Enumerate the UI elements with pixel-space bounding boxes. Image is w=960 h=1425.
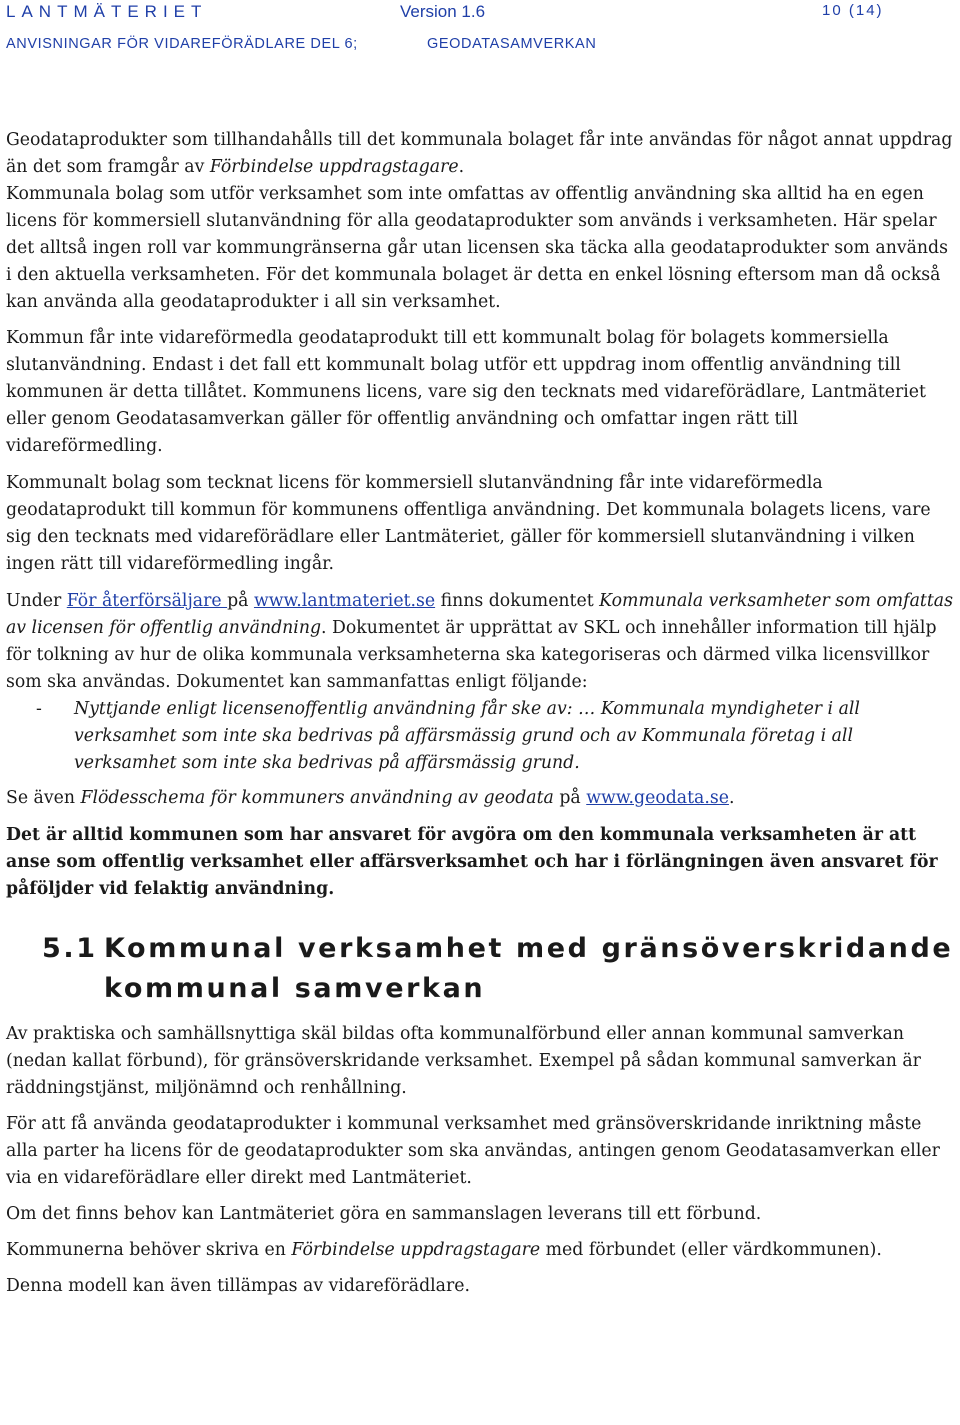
paragraph-end: . (728, 788, 735, 808)
paragraph-text: med förbundet (eller värdkommunen). (540, 1240, 882, 1260)
paragraph-text: Se även (6, 788, 81, 808)
paragraph-merged-delivery: Om det finns behov kan Lantmäteriet göra en sammanslagen leverans till ett förbund. (6, 1204, 762, 1224)
document-reference: Förbindelse uppdragstagare (209, 157, 459, 177)
document-topic: GEODATASAMVERKAN (427, 36, 597, 52)
paragraph-bolag-usage (6, 127, 956, 181)
paragraph-forbindelse (6, 1237, 956, 1264)
page-number: 10 (14) (822, 2, 884, 19)
paragraph-text: . Dokumentet är upprättat av SKL och innehåller information till hjälp för tolkning av hur de olika kommunala verksamheterna ska kategoriseras och därmed vilka licensvillkor som ska användas. Dokumentet kan sammanfattas enligt följande: (6, 618, 937, 692)
bullet-dash: - (36, 699, 42, 719)
document-subtitle: ANVISNINGAR FÖR VIDAREFÖRÄDLARE DEL 6; (6, 36, 358, 52)
paragraph-license-requirement: För att få använda geodataprodukter i kommunal verksamhet med gränsöverskridande inriktning måste alla parter ha licens för de geodataprodukter som ska användas, antingen genom Geodatasamverkan eller via en vidareförädlare eller direkt med Lantmäteriet. (6, 1114, 940, 1188)
document-body (6, 127, 956, 1309)
section-heading (6, 929, 956, 1009)
link-for-aterforsaljare[interactable]: För återförsäljare (66, 591, 228, 611)
document-reference: Flödesschema för kommuners användning av geodata (80, 788, 554, 808)
paragraph-text: på (227, 591, 254, 611)
link-geodata[interactable]: www.geodata.se (586, 788, 729, 808)
paragraph-text: Under (6, 591, 67, 611)
paragraph-kommun-forwarding: Kommun får inte vidareförmedla geodataprodukt till ett kommunalt bolag för bolagets kommersiella slutanvändning. Endast i det fall ett kommunalt bolag utför ett uppdrag inom offentlig användning till kommunen är detta tillåtet. Kommunens licens, vare sig den tecknats med vidareförädlare, Lantmäteriet eller genom Geodatasamverkan gäller för offentlig användning och omfattar ingen rätt till vidareförmedling. (6, 328, 926, 456)
document-reference: Förbindelse uppdragstagare (291, 1240, 541, 1260)
paragraph-model: Denna modell kan även tillämpas av vidareförädlare. (6, 1276, 470, 1296)
bullet-text: Nyttjande enligt licensenoffentlig användning får ske av: … Kommunala myndigheter i all verksamhet som inte ska bedrivas på affärsmässig grund och av Kommunala företag i all verksamhet som inte ska bedrivas på affärsmässig grund. (74, 699, 860, 773)
section-number: 5.1 (42, 933, 98, 964)
document-reference: Kommunala verksamheter som omfattas av licensen för offentlig användning (6, 591, 953, 638)
org-name: LANTMÄTERIET (6, 2, 208, 21)
link-lantmateriet[interactable]: www.lantmateriet.se (253, 591, 436, 611)
paragraph-forbund: Av praktiska och samhällsnyttiga skäl bildas ofta kommunalförbund eller annan kommunal samverkan (nedan kallat förbund), för gränsöverskridande verksamhet. Exempel på sådan kommunal samverkan är räddningstjänst, miljönämnd och renhållning. (6, 1024, 921, 1098)
bullet-item (6, 696, 956, 777)
paragraph-responsibility: Det är alltid kommunen som har ansvaret för avgöra om den kommunala verksamheten är att anse som offentlig verksamhet eller affärsverksamhet och har i förlängningen även ansvaret för påföljder vid felaktig användning. (6, 825, 938, 899)
paragraph-document-reference (6, 588, 956, 696)
paragraph-bolag-license: Kommunala bolag som utför verksamhet som inte omfattas av offentlig användning ska alltid ha en egen licens för kommersiell slutanvändning för alla geodataprodukter som används i verksamheten. Här spelar det alltså ingen roll var kommungränserna går utan licensen ska täcka alla geodataprodukter som används i den aktuella verksamheten. För det kommunala bolaget är detta en enkel lösning eftersom man då också kan använda alla geodataprodukter i all sin verksamhet. (6, 184, 948, 312)
section-title: Kommunal verksamhet med gränsöverskridande kommunal samverkan (104, 933, 954, 1004)
paragraph-text: finns dokumentet (435, 591, 600, 611)
paragraph-text: Kommunerna behöver skriva en (6, 1240, 292, 1260)
paragraph-end: . (458, 157, 465, 177)
paragraph-bolag-forwarding: Kommunalt bolag som tecknat licens för kommersiell slutanvändning får inte vidareförmedla geodataprodukt till kommun för kommunens offentliga användning. Det kommunala bolagets licens, vare sig den tecknats med vidareförädlare eller Lantmäteriet, gäller för kommersiell slutanvändning i vilken ingen rätt till vidareförmedling ingår. (6, 473, 931, 574)
paragraph-text: Geodataprodukter som tillhandahålls till det kommunala bolaget får inte användas för något annat uppdrag än det som framgår av (6, 130, 953, 177)
paragraph-see-also (6, 785, 956, 812)
document-version: Version 1.6 (400, 2, 486, 21)
paragraph-text: på (553, 788, 587, 808)
